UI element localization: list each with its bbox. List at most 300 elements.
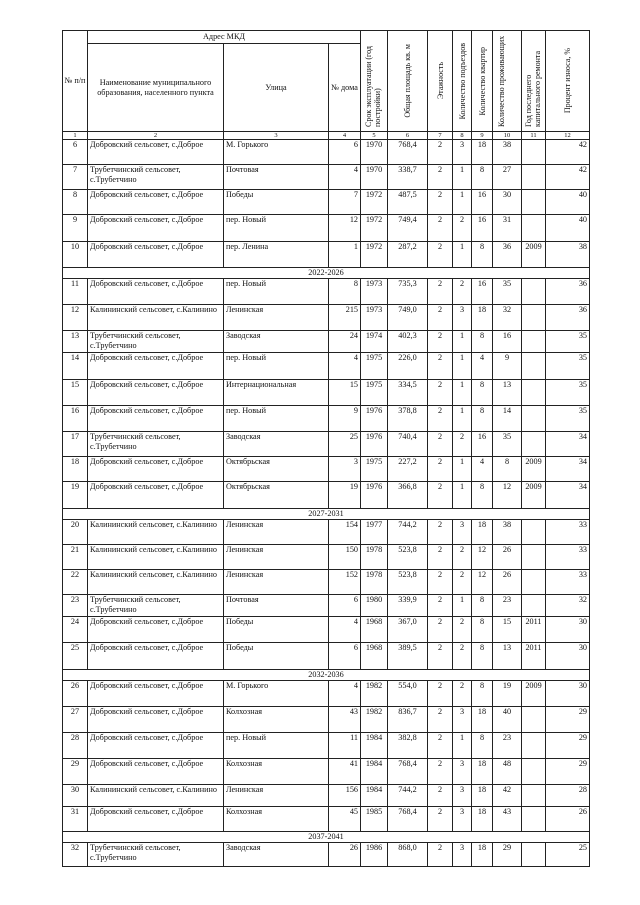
period-title: 2032-2036 (63, 670, 590, 681)
table-row (63, 545, 590, 570)
entrances-cell: 1 (453, 331, 472, 353)
floors-cell: 2 (428, 759, 453, 785)
area-cell: 366,8 (388, 482, 428, 509)
entrances-cell: 1 (453, 190, 472, 215)
house-number-cell: 152 (329, 570, 361, 595)
residents-cell: 26 (493, 545, 522, 570)
floors-cell: 2 (428, 165, 453, 190)
area-cell: 740,4 (388, 432, 428, 457)
col-street-header: Улица (224, 44, 329, 132)
house-number-cell: 4 (329, 353, 361, 380)
row-number-cell: 25 (63, 643, 88, 670)
apartments-cell: 8 (472, 595, 493, 617)
wear-cell: 26 (546, 807, 590, 832)
floors-cell: 2 (428, 457, 453, 482)
area-cell: 334,5 (388, 380, 428, 406)
area-cell: 768,4 (388, 807, 428, 832)
residents-cell: 31 (493, 215, 522, 242)
floors-cell: 2 (428, 681, 453, 707)
apartments-cell: 18 (472, 807, 493, 832)
residents-cell: 27 (493, 165, 522, 190)
municipality-cell: Добровский сельсовет, с.Доброе (88, 406, 224, 432)
entrances-cell: 2 (453, 215, 472, 242)
residents-cell: 26 (493, 570, 522, 595)
area-cell: 287,2 (388, 242, 428, 268)
col-residents-label: Количество проживающих (497, 35, 506, 127)
entrances-cell: 2 (453, 643, 472, 670)
repair-year-cell: 2009 (522, 457, 546, 482)
municipality-cell: Добровский сельсовет, с.Доброе (88, 807, 224, 832)
repair-year-cell (522, 785, 546, 807)
document-sheet (62, 30, 589, 867)
row-number-cell: 27 (63, 707, 88, 733)
area-cell: 744,2 (388, 785, 428, 807)
year-cell: 1984 (361, 759, 388, 785)
col-apartments-header (472, 31, 493, 132)
period-title: 2022-2026 (63, 268, 590, 279)
entrances-cell: 2 (453, 617, 472, 643)
column-number-cell: 1 (63, 132, 88, 140)
floors-cell: 2 (428, 242, 453, 268)
address-group-header: Адрес МКД (88, 31, 361, 44)
entrances-cell: 3 (453, 140, 472, 165)
house-number-cell: 4 (329, 681, 361, 707)
wear-cell: 29 (546, 707, 590, 733)
house-number-cell: 154 (329, 520, 361, 545)
table-row (63, 331, 590, 353)
repair-year-cell (522, 190, 546, 215)
residents-cell: 15 (493, 617, 522, 643)
table-row (63, 733, 590, 759)
street-cell: Октябрьская (224, 457, 329, 482)
street-cell: пер. Новый (224, 279, 329, 305)
repair-year-cell (522, 570, 546, 595)
wear-cell: 29 (546, 733, 590, 759)
floors-cell: 2 (428, 353, 453, 380)
column-number-row (63, 132, 590, 140)
house-number-cell: 12 (329, 215, 361, 242)
floors-cell: 2 (428, 595, 453, 617)
apartments-cell: 18 (472, 785, 493, 807)
table-row (63, 279, 590, 305)
street-cell: пер. Новый (224, 406, 329, 432)
street-cell: Заводская (224, 843, 329, 867)
table-row (63, 759, 590, 785)
period-row (63, 268, 590, 279)
floors-cell: 2 (428, 140, 453, 165)
house-number-cell: 25 (329, 432, 361, 457)
apartments-cell: 16 (472, 215, 493, 242)
repair-year-cell (522, 406, 546, 432)
apartments-cell: 8 (472, 242, 493, 268)
row-number-cell: 15 (63, 380, 88, 406)
row-number-cell: 7 (63, 165, 88, 190)
table-row (63, 520, 590, 545)
area-cell: 402,3 (388, 331, 428, 353)
street-cell: пер. Новый (224, 215, 329, 242)
residents-cell: 13 (493, 380, 522, 406)
table-row (63, 707, 590, 733)
area-cell: 338,7 (388, 165, 428, 190)
area-cell: 487,5 (388, 190, 428, 215)
municipality-cell: Добровский сельсовет, с.Доброе (88, 457, 224, 482)
table-row (63, 457, 590, 482)
house-number-cell: 9 (329, 406, 361, 432)
apartments-cell: 8 (472, 165, 493, 190)
apartments-cell: 12 (472, 545, 493, 570)
repair-year-cell (522, 215, 546, 242)
residents-cell: 29 (493, 843, 522, 867)
municipality-cell: Трубетчинский сельсовет, с.Трубетчино (88, 165, 224, 190)
table-row (63, 617, 590, 643)
municipality-cell: Калининский сельсовет, с.Калинино (88, 545, 224, 570)
column-number-cell: 3 (224, 132, 329, 140)
residents-cell: 42 (493, 785, 522, 807)
year-cell: 1970 (361, 140, 388, 165)
house-number-cell: 43 (329, 707, 361, 733)
repair-year-cell (522, 279, 546, 305)
repair-year-cell (522, 140, 546, 165)
repair-year-cell (522, 843, 546, 867)
street-cell: М. Горького (224, 681, 329, 707)
entrances-cell: 2 (453, 681, 472, 707)
wear-cell: 35 (546, 380, 590, 406)
row-number-cell: 24 (63, 617, 88, 643)
row-number-cell: 23 (63, 595, 88, 617)
apartments-cell: 8 (472, 482, 493, 509)
municipality-cell: Добровский сельсовет, с.Доброе (88, 190, 224, 215)
table-row (63, 165, 590, 190)
street-cell: Ленинская (224, 520, 329, 545)
table-row (63, 242, 590, 268)
repair-year-cell (522, 733, 546, 759)
wear-cell: 34 (546, 457, 590, 482)
year-cell: 1978 (361, 570, 388, 595)
entrances-cell: 3 (453, 807, 472, 832)
area-cell: 382,8 (388, 733, 428, 759)
street-cell: Победы (224, 617, 329, 643)
year-cell: 1973 (361, 279, 388, 305)
row-number-cell: 28 (63, 733, 88, 759)
street-cell: Почтовая (224, 595, 329, 617)
house-number-cell: 156 (329, 785, 361, 807)
municipality-cell: Добровский сельсовет, с.Доброе (88, 643, 224, 670)
column-number-cell: 2 (88, 132, 224, 140)
residents-cell: 48 (493, 759, 522, 785)
wear-cell: 35 (546, 353, 590, 380)
municipality-cell: Добровский сельсовет, с.Доброе (88, 482, 224, 509)
repair-year-cell (522, 545, 546, 570)
col-entrances-label: Количество подъездов (457, 42, 467, 120)
floors-cell: 2 (428, 279, 453, 305)
residents-cell: 8 (493, 457, 522, 482)
residents-cell: 32 (493, 305, 522, 331)
street-cell: Заводская (224, 331, 329, 353)
municipality-cell: Добровский сельсовет, с.Доброе (88, 681, 224, 707)
apartments-cell: 16 (472, 432, 493, 457)
apartments-cell: 18 (472, 520, 493, 545)
entrances-cell: 2 (453, 432, 472, 457)
street-cell: Колхозная (224, 707, 329, 733)
apartments-cell: 4 (472, 457, 493, 482)
year-cell: 1975 (361, 353, 388, 380)
municipality-cell: Добровский сельсовет, с.Доброе (88, 215, 224, 242)
street-cell: Колхозная (224, 759, 329, 785)
year-cell: 1972 (361, 190, 388, 215)
floors-cell: 2 (428, 545, 453, 570)
table-row (63, 681, 590, 707)
column-number-cell: 8 (453, 132, 472, 140)
apartments-cell: 8 (472, 643, 493, 670)
repair-year-cell (522, 331, 546, 353)
wear-cell: 42 (546, 140, 590, 165)
row-number-cell: 31 (63, 807, 88, 832)
house-number-cell: 8 (329, 279, 361, 305)
row-number-cell: 13 (63, 331, 88, 353)
floors-cell: 2 (428, 785, 453, 807)
residents-cell: 23 (493, 595, 522, 617)
residents-cell: 40 (493, 707, 522, 733)
row-number-cell: 21 (63, 545, 88, 570)
year-cell: 1973 (361, 305, 388, 331)
municipality-cell: Трубетчинский сельсовет, с.Трубетчино (88, 595, 224, 617)
area-cell: 836,7 (388, 707, 428, 733)
wear-cell: 30 (546, 617, 590, 643)
municipality-cell: Калининский сельсовет, с.Калинино (88, 520, 224, 545)
entrances-cell: 3 (453, 785, 472, 807)
wear-cell: 36 (546, 279, 590, 305)
entrances-cell: 1 (453, 380, 472, 406)
street-cell: Октябрьская (224, 482, 329, 509)
house-number-cell: 45 (329, 807, 361, 832)
col-floors-header (428, 31, 453, 132)
wear-cell: 36 (546, 305, 590, 331)
municipality-cell: Добровский сельсовет, с.Доброе (88, 242, 224, 268)
apartments-cell: 18 (472, 305, 493, 331)
year-cell: 1968 (361, 643, 388, 670)
row-number-cell: 20 (63, 520, 88, 545)
period-title: 2037-2041 (63, 832, 590, 843)
house-number-cell: 7 (329, 190, 361, 215)
area-cell: 554,0 (388, 681, 428, 707)
street-cell: Ленинская (224, 570, 329, 595)
year-cell: 1972 (361, 242, 388, 268)
floors-cell: 2 (428, 190, 453, 215)
street-cell: Заводская (224, 432, 329, 457)
table-row (63, 432, 590, 457)
wear-cell: 35 (546, 406, 590, 432)
repair-year-cell (522, 707, 546, 733)
street-cell: М. Горького (224, 140, 329, 165)
street-cell: пер. Ленина (224, 242, 329, 268)
entrances-cell: 3 (453, 759, 472, 785)
house-number-cell: 15 (329, 380, 361, 406)
year-cell: 1975 (361, 457, 388, 482)
street-cell: Интернациональная (224, 380, 329, 406)
column-number-cell: 10 (493, 132, 522, 140)
wear-cell: 29 (546, 759, 590, 785)
col-area-label: Общая площадь кв. м (403, 44, 412, 118)
wear-cell: 40 (546, 190, 590, 215)
year-cell: 1984 (361, 733, 388, 759)
house-number-cell: 19 (329, 482, 361, 509)
year-cell: 1976 (361, 432, 388, 457)
row-number-cell: 12 (63, 305, 88, 331)
house-number-cell: 1 (329, 242, 361, 268)
row-number-cell: 16 (63, 406, 88, 432)
municipality-cell: Добровский сельсовет, с.Доброе (88, 733, 224, 759)
repair-year-cell (522, 520, 546, 545)
residents-cell: 19 (493, 681, 522, 707)
table-row (63, 843, 590, 867)
residents-cell: 13 (493, 643, 522, 670)
year-cell: 1968 (361, 617, 388, 643)
wear-cell: 35 (546, 331, 590, 353)
apartments-cell: 8 (472, 331, 493, 353)
year-cell: 1982 (361, 681, 388, 707)
municipality-cell: Трубетчинский сельсовет, с.Трубетчино (88, 432, 224, 457)
floors-cell: 2 (428, 331, 453, 353)
repair-year-cell (522, 305, 546, 331)
area-cell: 226,0 (388, 353, 428, 380)
house-number-cell: 4 (329, 617, 361, 643)
wear-cell: 33 (546, 570, 590, 595)
table-row (63, 190, 590, 215)
house-number-cell: 6 (329, 140, 361, 165)
wear-cell: 33 (546, 520, 590, 545)
wear-cell: 34 (546, 482, 590, 509)
residents-cell: 14 (493, 406, 522, 432)
year-cell: 1977 (361, 520, 388, 545)
area-cell: 735,3 (388, 279, 428, 305)
house-number-cell: 41 (329, 759, 361, 785)
floors-cell: 2 (428, 215, 453, 242)
row-number-cell: 11 (63, 279, 88, 305)
floors-cell: 2 (428, 617, 453, 643)
column-number-cell: 11 (522, 132, 546, 140)
col-entrances-header (453, 31, 472, 132)
column-number-cell: 7 (428, 132, 453, 140)
residents-cell: 35 (493, 432, 522, 457)
residents-cell: 38 (493, 140, 522, 165)
entrances-cell: 1 (453, 595, 472, 617)
table-row (63, 595, 590, 617)
residents-cell: 35 (493, 279, 522, 305)
table-row (63, 482, 590, 509)
municipality-cell: Добровский сельсовет, с.Доброе (88, 279, 224, 305)
apartments-cell: 8 (472, 380, 493, 406)
col-num-header: № п/п (63, 31, 88, 132)
apartments-cell: 8 (472, 681, 493, 707)
area-cell: 749,4 (388, 215, 428, 242)
housing-table (62, 30, 590, 867)
col-area-header (388, 31, 428, 132)
wear-cell: 25 (546, 843, 590, 867)
entrances-cell: 3 (453, 520, 472, 545)
floors-cell: 2 (428, 520, 453, 545)
house-number-cell: 150 (329, 545, 361, 570)
table-row (63, 380, 590, 406)
row-number-cell: 22 (63, 570, 88, 595)
period-row (63, 832, 590, 843)
residents-cell: 30 (493, 190, 522, 215)
municipality-cell: Калининский сельсовет, с.Калинино (88, 785, 224, 807)
apartments-cell: 18 (472, 707, 493, 733)
street-cell: Ленинская (224, 785, 329, 807)
wear-cell: 42 (546, 165, 590, 190)
repair-year-cell (522, 807, 546, 832)
repair-year-cell (522, 380, 546, 406)
entrances-cell: 1 (453, 165, 472, 190)
row-number-cell: 32 (63, 843, 88, 867)
apartments-cell: 18 (472, 140, 493, 165)
floors-cell: 2 (428, 380, 453, 406)
table-row (63, 305, 590, 331)
floors-cell: 2 (428, 305, 453, 331)
period-row (63, 670, 590, 681)
floors-cell: 2 (428, 807, 453, 832)
area-cell: 744,2 (388, 520, 428, 545)
area-cell: 389,5 (388, 643, 428, 670)
col-apartments-label: Количество квартир (477, 46, 487, 116)
house-number-cell: 24 (329, 331, 361, 353)
apartments-cell: 8 (472, 406, 493, 432)
year-cell: 1976 (361, 406, 388, 432)
col-wear-header (546, 31, 590, 132)
column-number-cell: 5 (361, 132, 388, 140)
row-number-cell: 29 (63, 759, 88, 785)
residents-cell: 23 (493, 733, 522, 759)
wear-cell: 33 (546, 545, 590, 570)
repair-year-cell (522, 432, 546, 457)
residents-cell: 12 (493, 482, 522, 509)
municipality-cell: Трубетчинский сельсовет, с.Трубетчино (88, 843, 224, 867)
table-row (63, 215, 590, 242)
floors-cell: 2 (428, 406, 453, 432)
col-wear-label: Процент износа, % (563, 48, 572, 114)
repair-year-cell: 2011 (522, 617, 546, 643)
street-cell: пер. Новый (224, 353, 329, 380)
municipality-cell: Добровский сельсовет, с.Доброе (88, 617, 224, 643)
municipality-cell: Добровский сельсовет, с.Доброе (88, 380, 224, 406)
period-title: 2027-2031 (63, 509, 590, 520)
street-cell: пер. Новый (224, 733, 329, 759)
entrances-cell: 3 (453, 305, 472, 331)
repair-year-cell: 2009 (522, 681, 546, 707)
floors-cell: 2 (428, 482, 453, 509)
repair-year-cell (522, 759, 546, 785)
table-row (63, 353, 590, 380)
wear-cell: 30 (546, 681, 590, 707)
floors-cell: 2 (428, 432, 453, 457)
area-cell: 768,4 (388, 140, 428, 165)
year-cell: 1975 (361, 380, 388, 406)
year-cell: 1982 (361, 707, 388, 733)
entrances-cell: 1 (453, 406, 472, 432)
entrances-cell: 2 (453, 570, 472, 595)
entrances-cell: 1 (453, 353, 472, 380)
area-cell: 868,0 (388, 843, 428, 867)
area-cell: 523,8 (388, 570, 428, 595)
row-number-cell: 8 (63, 190, 88, 215)
repair-year-cell (522, 165, 546, 190)
apartments-cell: 12 (472, 570, 493, 595)
residents-cell: 38 (493, 520, 522, 545)
municipality-cell: Калининский сельсовет, с.Калинино (88, 570, 224, 595)
wear-cell: 30 (546, 643, 590, 670)
row-number-cell: 26 (63, 681, 88, 707)
table-row (63, 785, 590, 807)
